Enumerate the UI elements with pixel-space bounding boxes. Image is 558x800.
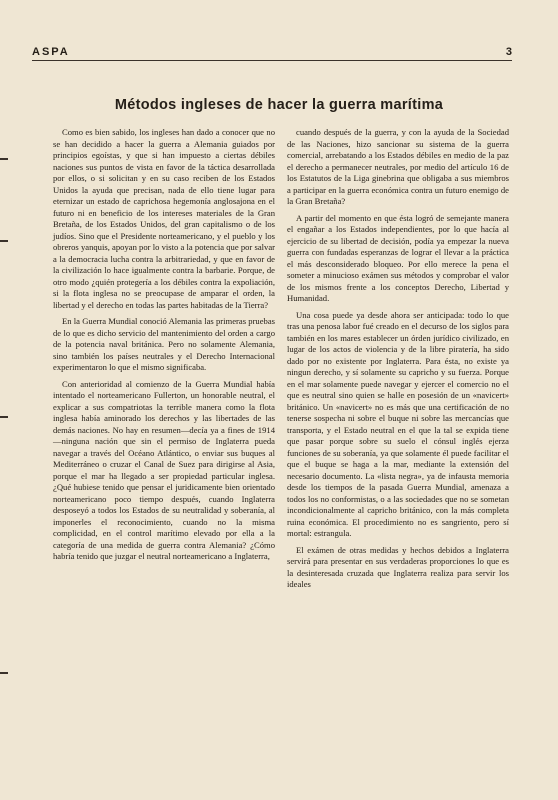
margin-mark — [0, 672, 8, 674]
left-column — [53, 127, 275, 568]
paragraph: Una cosa puede ya desde ahora ser anticipada: todo lo que tras una penosa labor fué creado en el decurso de los siglos para también en los mares establecer un órden jurídico civilizado, en lugar de los actos de violencia y de la libre piratería, ha sido dado por no existente por Inglaterra. Para ésta, no existe ya ningun derecho, y sí solamente su capricho y su fuerza. Porque en el mar solamente puede navegar y ejercer el comercio no el que es neutral sino quien se halle en posesión de un «navicert» británico. Un «navicert» no es más que una certificación de no tenerse sospecha ni sobre el buque ni sobre las mercancías que transporta, y el Estado neutral en el que la tal se expida tiene que pasar porque sobre su suelo el cónsul inglés ejerza funciones de su soberanía, ya que solamente él puede facilitar el que el buque se haga a la mar, mediante la extensión del necesario documento. La «lista negra», ya de infausta memoria desde los tiempos de la pasada Guerra Mundial, amenaza a todos los no conformistas, o a las sociedades que no se sometan incondicionalmente al capricho británico, con la más completa ruina económica. El procedimiento no es sangriento, pero sí mortal: estrangula. — [287, 309, 509, 538]
paragraph: Con anterioridad al comienzo de la Guerra Mundial había intentado el norteamericano Fullerton, un honorable neutral, el explicar a sus compatriotas la terrible manera como la flota inglesa había aminorado los derechos y las libertades de las demás naciones. No hay en resumen—decía ya a fines de 1914—ninguna nación que sin el permiso de Inglaterra pueda navegar a través del Océano Atlántico, o enviar sus buques al Mediterráneo o cruzar el Canal de Suez para dirigirse al Asia, porque el mar ha llegado a ser propiedad particular inglesa. ¿Qué hubiese tenido que pensar el juridicamente bien orientado norteamericano poco tiempo después, cuando Inglaterra desposeyó a todos los Estados de su neutralidad y soberanía, al imponerles el reconocimiento, cuando no la misma complicidad, en el control marítimo elevado por ella a la categoría de una medida de guerra contra Alemania? ¿Cómo habría tenido que juzgar el neutral norteamericano a Inglaterra, — [53, 378, 275, 561]
paragraph: A partir del momento en que ésta logró de semejante manera el engañar a los Estados independientes, por lo que hacía al ejercicio de su libertad de decisión, podía ya empezar la nueva guerra con fundadas esperanzas de lograr el llevar a la práctica el más desconsiderado bloqueo. Por ello merece la pena el someter a minucioso exámen sus métodos y comprobar el valor de los mismos frente a los conceptos Derecho, Libertad y Humanidad. — [287, 212, 509, 303]
article-title: Métodos ingleses de hacer la guerra marítima — [114, 97, 444, 113]
paragraph: En la Guerra Mundial conoció Alemania las primeras pruebas de lo que es dicho servicio del mantenimiento del orden a cargo de la potencia naval británica. Pero no solamente Alemania, sino también los países neutrales y el Derecho Internacional experimentaron lo que el mismo significaba. — [53, 316, 275, 372]
magazine-name: ASPA — [32, 46, 70, 58]
margin-mark — [0, 416, 8, 418]
right-column — [287, 127, 509, 596]
running-header — [32, 40, 512, 61]
margin-mark — [0, 158, 8, 160]
paragraph: cuando después de la guerra, y con la ayuda de la Sociedad de las Naciones, hizo sancionar su sistema de la guerra comercial, arrebatando a los Estados débiles en medio de la paz el derecho a permanecer neutrales, por medio del artículo 16 de los Estatutos de la Liga ginebrina que obligaba a sus miembros a participar en la guerra económica contra un futuro enemigo de la Gran Bretaña? — [287, 127, 509, 206]
margin-mark — [0, 240, 8, 242]
page-number: 3 — [505, 46, 512, 58]
paragraph: Como es bien sabido, los ingleses han dado a conocer que no se han decidido a hacer la guerra a Alemania guiados por principios egoístas, y que si han impuesto a ciertas débiles naciones sus puntos de vista en favor de la táctica desarrollada por ellos, o si solicitan y en su caso reciben de los Estados Unidos la ayuda que precisan, nada de ello tiene lugar para eternizar un estado de caprichosa hegemonía anglosajona en el futuro ni en beneficio de los intereses materiales de la Gran Bretaña, de los Estados Unidos, del gran capitalismo o de los judíos. Sino que el Presidente norteamericano, y el pueblo y los obreros yanquis, apoyan por lo visto a la potencia que por salvar a la democracia lucha contra la arbitrariedad, y que en favor de la civilización lo hace igualmente contra la barbarie. Porque, de otro modo ¿quién protegería a los débiles contra la expoliación, si la flota inglesa no se preocupase de amparar el orden, la libertad y el derecho en todas las partes habitadas de la Tierra? — [53, 127, 275, 310]
paragraph: El exámen de otras medidas y hechos debidos a Inglaterra servirá para presentar en sus verdaderas proporciones lo que es la desinteresada cruzada que Inglaterra realiza para servir los ideales — [287, 544, 509, 589]
